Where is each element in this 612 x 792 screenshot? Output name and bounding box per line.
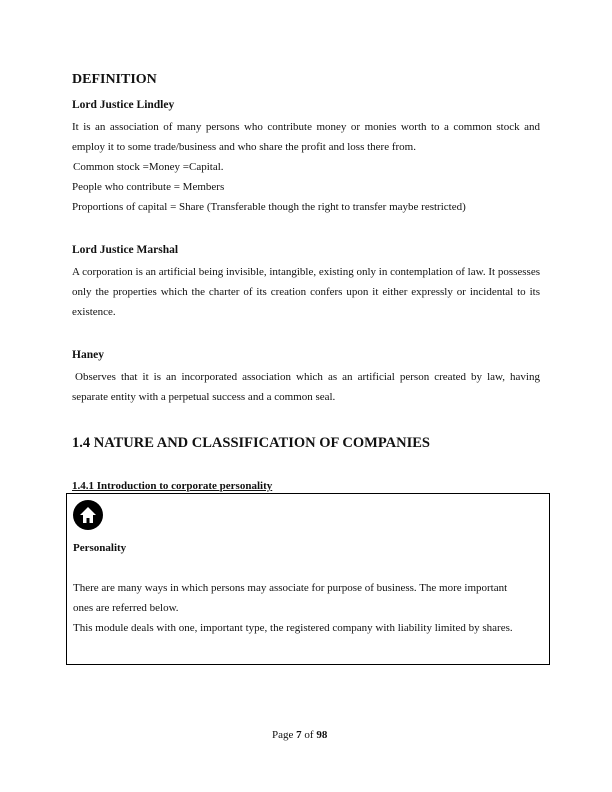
lindley-line-members: People who contribute = Members	[72, 181, 225, 193]
lindley-line-capital: Common stock =Money =Capital.	[73, 161, 224, 173]
lindley-paragraph: It is an association of many persons who contribute money or monies worth to a common stock and employ it to some trade/business and who share the profit and loss there from.	[72, 121, 540, 153]
home-icon	[73, 500, 103, 530]
lindley-heading: Lord Justice Lindley	[72, 99, 175, 111]
definition-heading: DEFINITION	[72, 72, 157, 87]
marshal-heading: Lord Justice Marshal	[72, 244, 179, 256]
personality-text-1: There are many ways in which persons may associate for purpose of business. The more important ones are referred below.	[73, 582, 508, 614]
haney-heading: Haney	[72, 349, 104, 361]
of-word: of	[304, 729, 314, 741]
marshal-paragraph: A corporation is an artificial being invisible, intangible, existing only in contemplation of law. It possesses only the properties which the charter of its creation confers upon it either expressly or incidental to its existence.	[72, 266, 540, 318]
page-number: 7	[296, 729, 302, 741]
page-word: Page	[272, 729, 294, 741]
personality-box	[66, 493, 550, 665]
section-title: 1.4 NATURE AND CLASSIFICATION OF COMPANIES	[72, 435, 430, 451]
subsection-title: 1.4.1 Introduction to corporate personality	[72, 480, 273, 492]
personality-text-2: This module deals with one, important type, the registered company with liability limited by shares.	[73, 622, 513, 634]
haney-paragraph: Observes that it is an incorporated association which as an artificial person created by law, having separate entity with a perpetual success and a common seal.	[72, 371, 540, 403]
page-footer	[272, 729, 327, 741]
personality-label: Personality	[73, 542, 127, 554]
total-pages: 98	[316, 729, 328, 741]
lindley-line-share: Proportions of capital = Share (Transferable though the right to transfer maybe restricted)	[72, 201, 466, 213]
